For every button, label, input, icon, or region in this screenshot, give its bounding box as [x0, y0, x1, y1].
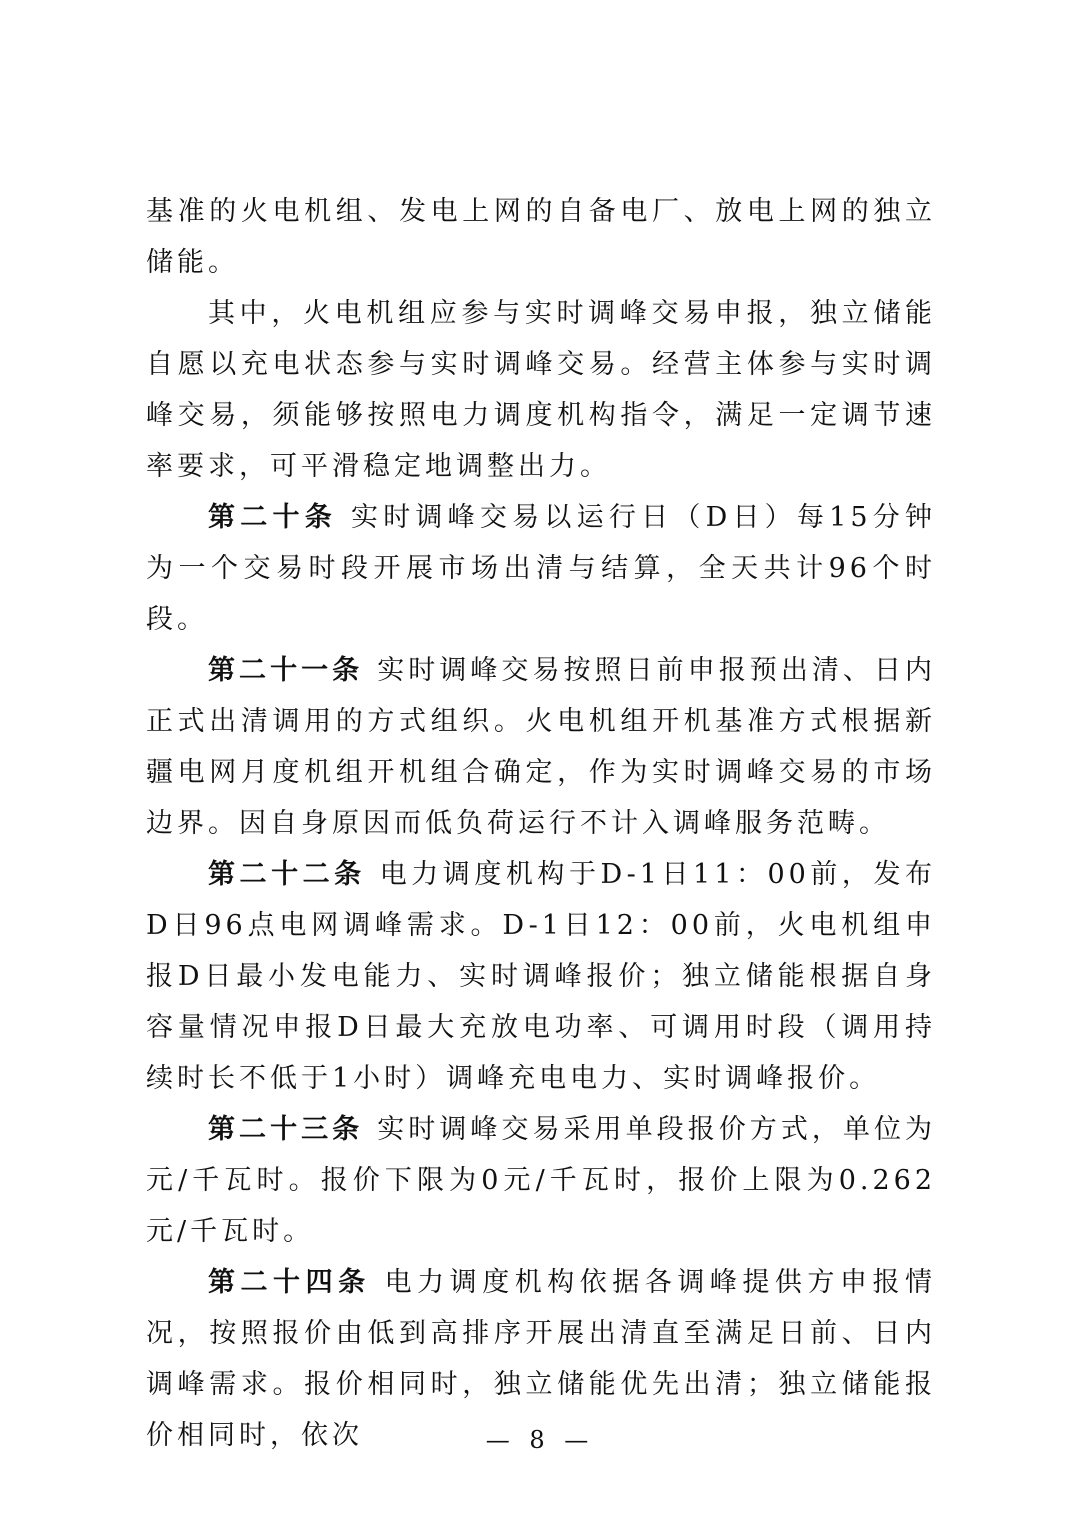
article-number: 第二十一条 — [208, 655, 364, 686]
article-paragraph — [146, 849, 936, 1104]
page-number: — 8 — — [485, 1426, 595, 1454]
article-text: 实时调峰交易采用单段报价方式，单位为元/千瓦时。报价下限为0元/千瓦时，报价上限为0.262元/千瓦时。 — [146, 1114, 937, 1247]
article-text: 电力调度机构依据各调峰提供方申报情况，按照报价由低到高排序开展出清直至满足日前、日内调峰需求。报价相同时，独立储能优先出清；独立储能报价相同时，依次 — [146, 1267, 937, 1451]
paragraph: 其中，火电机组应参与实时调峰交易申报，独立储能自愿以充电状态参与实时调峰交易。经营主体参与实时调峰交易，须能够按照电力调度机构指令，满足一定调节速率要求，可平滑稳定地调整出力。 — [146, 298, 936, 482]
article-text: 实时调峰交易按照日前申报预出清、日内正式出清调用的方式组织。火电机组开机基准方式根据新疆电网月度机组开机组合确定，作为实时调峰交易的市场边界。因自身原因而低负荷运行不计入调峰服务范畴。 — [146, 655, 937, 839]
article-paragraph — [146, 492, 936, 645]
article-paragraph — [146, 1104, 936, 1257]
article-number: 第二十三条 — [208, 1114, 364, 1145]
article-number: 第二十条 — [208, 502, 337, 533]
article-number: 第二十四条 — [208, 1267, 371, 1298]
paragraph: 基准的火电机组、发电上网的自备电厂、放电上网的独立储能。 — [146, 196, 936, 278]
article-text: 实时调峰交易以运行日（D日）每15分钟为一个交易时段开展市场出清与结算，全天共计96个时段。 — [146, 502, 936, 635]
article-text: 电力调度机构于D-1日11：00前，发布D日96点电网调峰需求。D-1日12：00前，火电机组申报D日最小发电能力、实时调峰报价；独立储能根据自身容量情况申报D日最大充放电功率、可调用时段（调用持续时长不低于1小时）调峰充电电力、实时调峰报价。 — [146, 859, 937, 1094]
body-text — [146, 186, 936, 1461]
article-paragraph — [146, 645, 936, 849]
article-number: 第二十二条 — [208, 859, 366, 890]
